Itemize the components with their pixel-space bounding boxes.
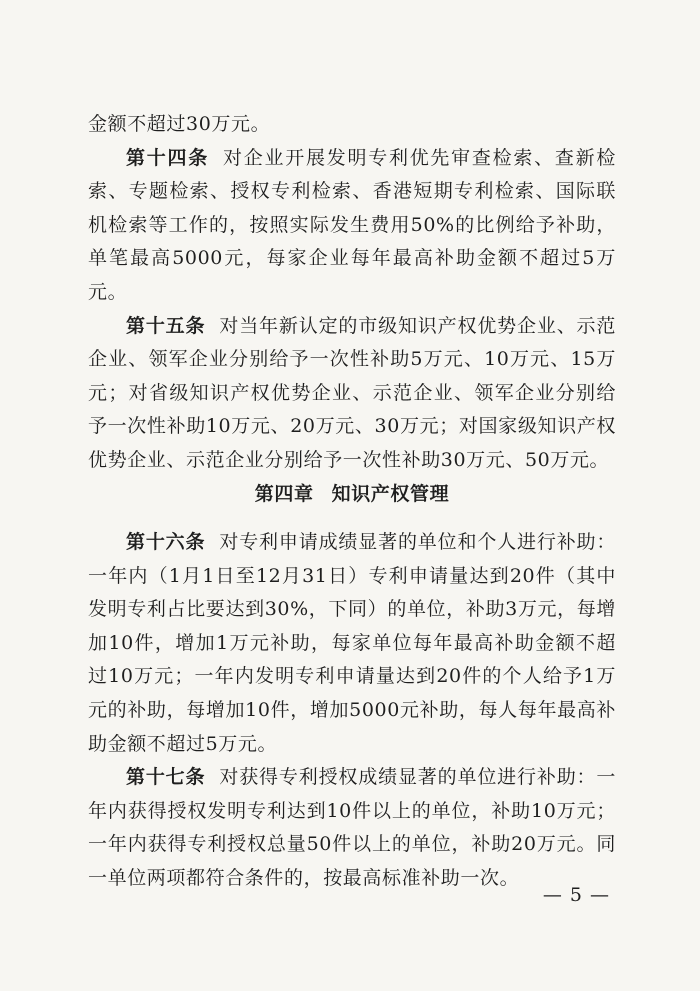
article-16-text: 对专利申请成绩显著的单位和个人进行补助：一年内（1月1日至12月31日）专利申请量达到20件（其中发明专利占比要达到30%，下同）的单位，补助3万元，每增加10件，增加1万元补助，每家单位每年最高补助金额不超过10万元；一年内发明专利申请量达到20件的个人给予1万元的补助，每增加10件，增加5000元补助，每人每年最高补助金额不超过5万元。 <box>88 531 616 755</box>
body-text-upper <box>88 108 616 478</box>
article-17-text: 对获得专利授权成绩显著的单位进行补助：一年内获得授权发明专利达到10件以上的单位，补助10万元；一年内获得专利授权总量50件以上的单位，补助20万元。同一单位两项都符合条件的，按最高标准补助一次。 <box>88 766 616 889</box>
article-15-label: 第十五条 <box>126 314 206 337</box>
page-number: — 5 — <box>542 884 610 906</box>
article-14-label: 第十四条 <box>126 146 209 169</box>
article-17-label: 第十七条 <box>126 766 206 789</box>
article-15-text: 对当年新认定的市级知识产权优势企业、示范企业、领军企业分别给予一次性补助5万元、10万元、15万元；对省级知识产权优势企业、示范企业、领军企业分别给予一次性补助10万元、20万元、30万元；对国家级知识产权优势企业、示范企业分别给予一次性补助30万元、50万元。 <box>88 314 616 471</box>
article-16-paragraph <box>88 526 616 761</box>
continuation-paragraph: 金额不超过30万元。 <box>88 113 271 135</box>
body-text-lower <box>88 526 616 896</box>
chapter-number: 第四章 <box>254 483 314 505</box>
article-16-label: 第十六条 <box>126 531 206 553</box>
article-15-paragraph <box>88 310 616 478</box>
article-14-text: 对企业开展发明专利优先审查检索、查新检索、专题检索、授权专利检索、香港短期专利检索、国际联机检索等工作的，按照实际发生费用50%的比例给予补助，单笔最高5000元，每家企业每年最高补助金额不超过5万元。 <box>88 146 616 303</box>
chapter-heading <box>88 479 616 506</box>
chapter-title: 知识产权管理 <box>331 483 450 505</box>
article-17-paragraph <box>88 761 616 895</box>
article-14-paragraph <box>88 142 616 310</box>
